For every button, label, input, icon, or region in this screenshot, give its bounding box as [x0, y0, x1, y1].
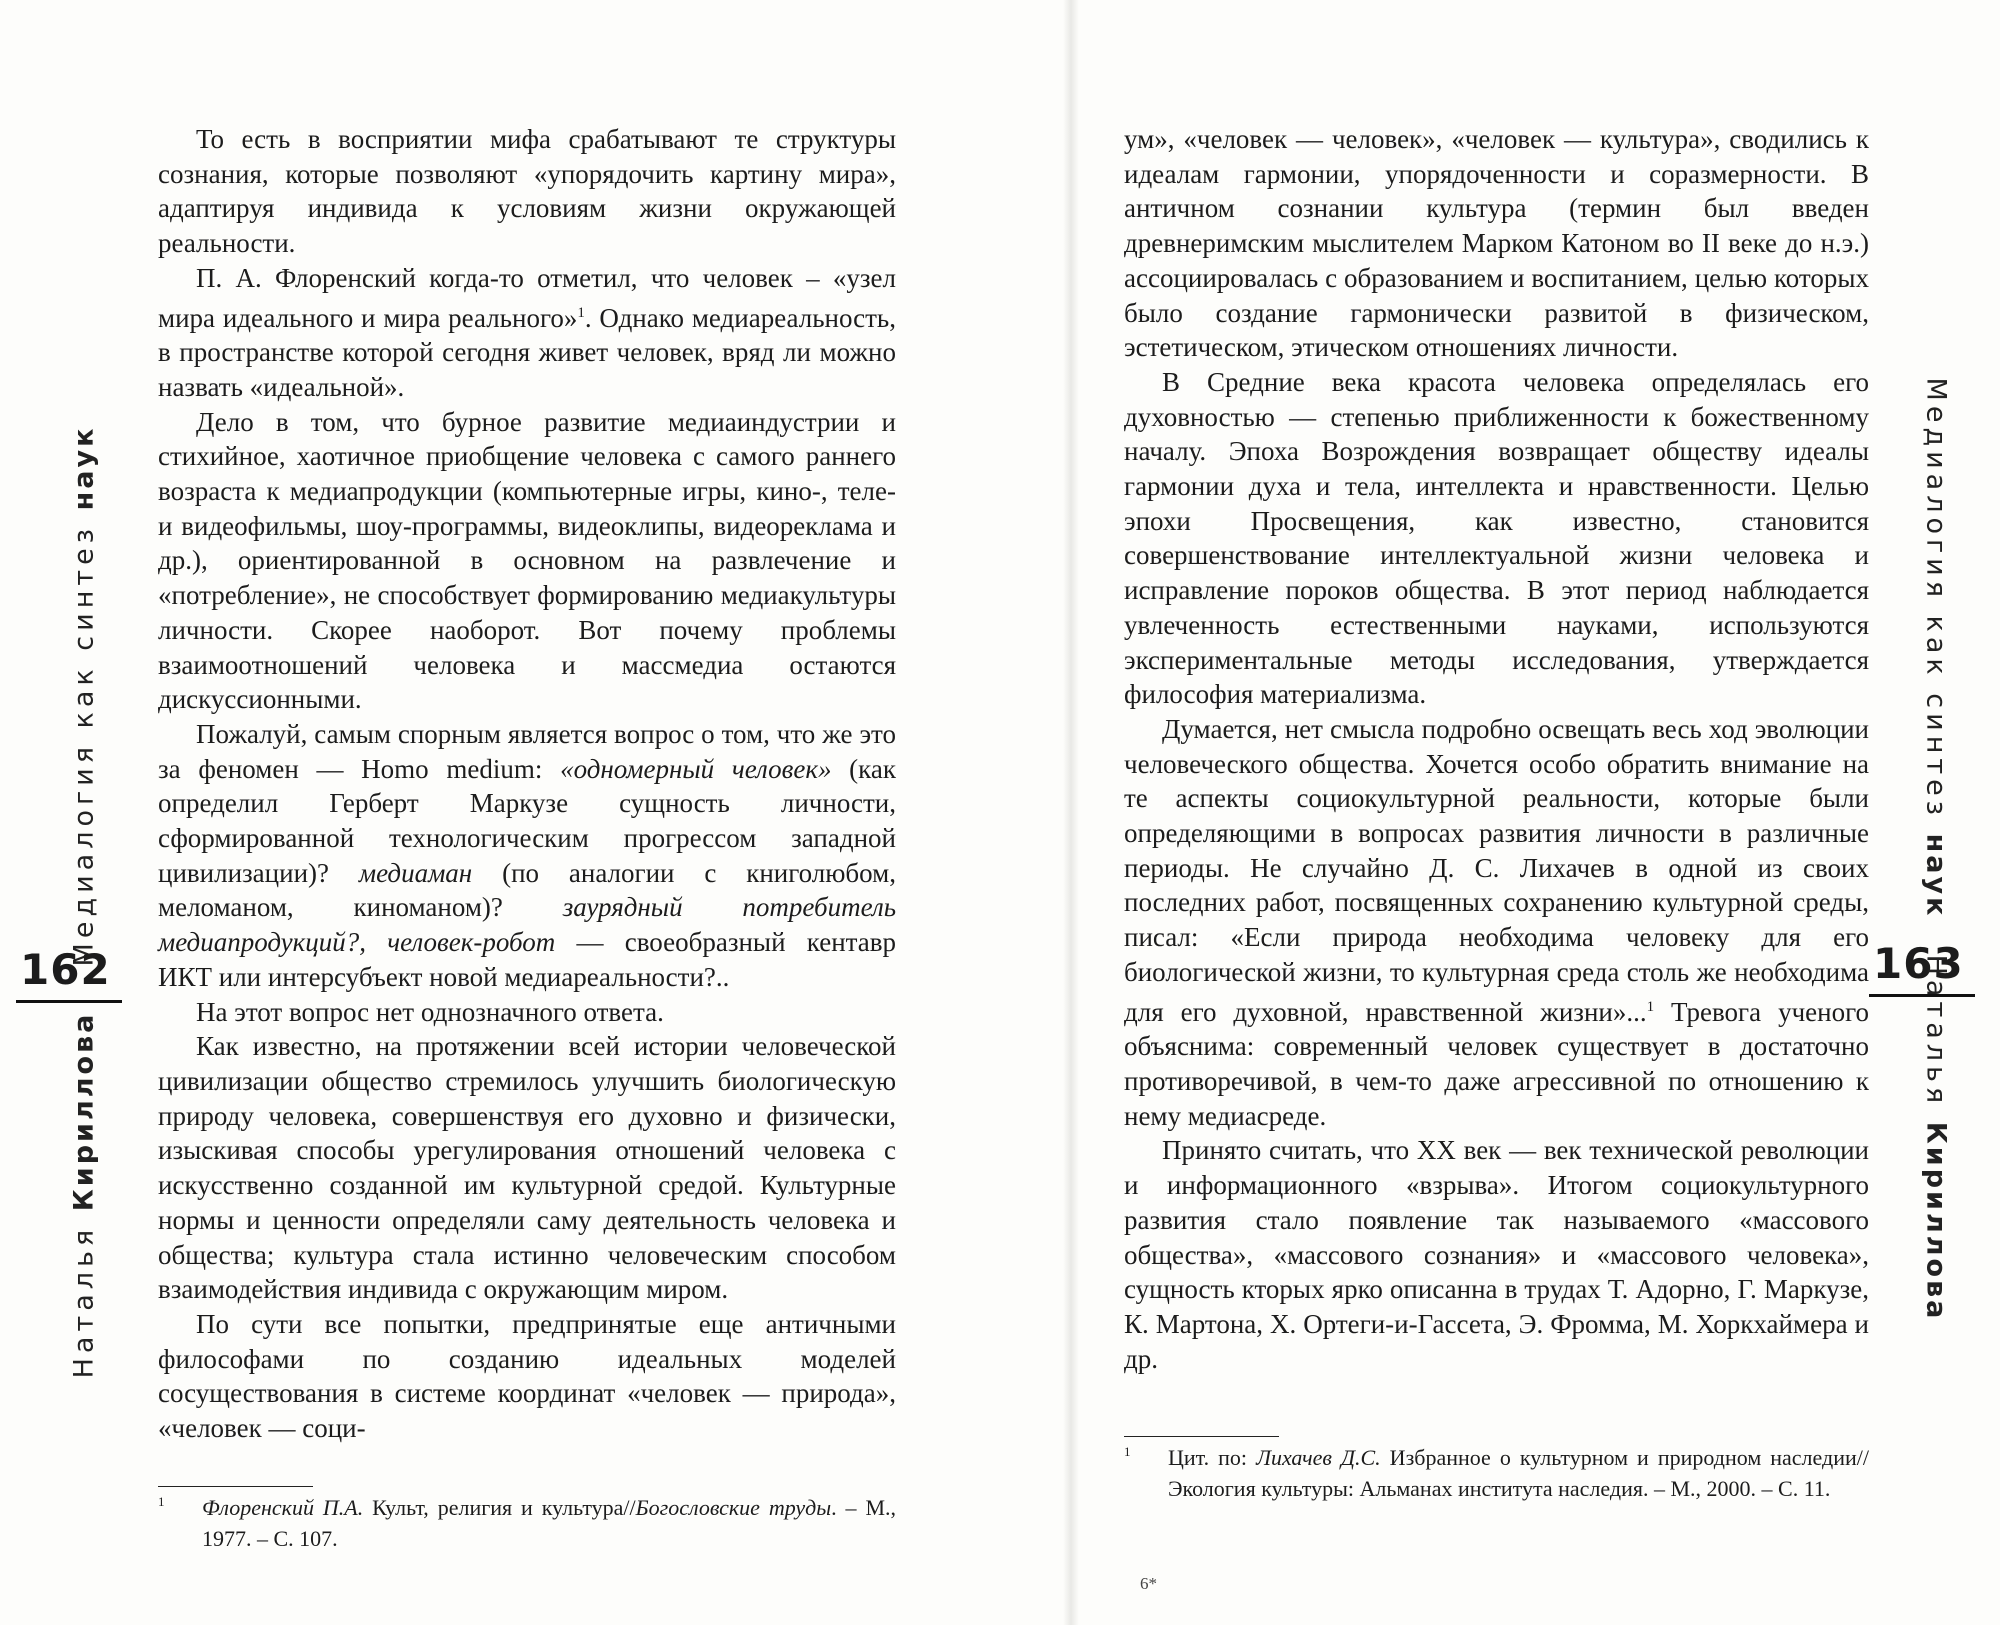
author-last-name: Кириллова: [68, 1011, 100, 1212]
running-title-bold: наук: [1920, 833, 1952, 919]
author-first-name: Наталья: [68, 1211, 100, 1379]
left-footnote-rule: [158, 1486, 313, 1487]
book-gutter: [1063, 0, 1079, 1625]
paragraph: Дело в том, что бурное развитие медиаиндустрии и стихийное, хаотичное приобщение человека с самого раннего возраста к медиапродукции (компьютерные игры, кино-, теле- и видеофильмы, шоу-программы, видеоклипы, видеореклама и др.), ориентированной в основном на развлечение и «потребление», не способствует формированию медиакультуры личности. Скорее наоборот. Вот почему проблемы взаимоотношений человека и массмедиа остаются дискуссионными.: [158, 406, 896, 715]
footnote-mark: 1: [1124, 1444, 1131, 1459]
footnote-text: Флоренский П.А. Культ, религия и культура//Богословские труды. – М., 1977. – С. 107.: [202, 1495, 897, 1551]
running-title-bold: наук: [68, 425, 100, 511]
author-first-name: Наталья: [1920, 954, 1952, 1122]
paragraph: В Средние века красота человека определялась его духовностью — степенью приближенности к божественному началу. Эпоха Возрождения возвращает обществу идеалы гармонии духа и тела, интеллекта и нравственности. Целью эпохи Просвещения, как известно, становится совершенствование интеллектуальной жизни человека и исправление пороков общества. В этот период наблюдается увлеченность естественными науками, используются экспериментальные методы исследования, утверждается философия материализма.: [1124, 366, 1869, 710]
paragraph: Как известно, на протяжении всей истории человеческой цивилизации общество стремилось улучшить биологическую природу человека, совершенствуя его духовно и физически, изыскивая способы урегулирования отношений человека с искусственно созданной им культурной средой. Культурные нормы и ценности определяли саму деятельность человека и общества; культура стала истинно человеческим способом взаимодействия индивида с окружающим миром.: [158, 1031, 896, 1305]
right-footnote-rule: [1124, 1436, 1279, 1437]
paragraph: На этот вопрос нет однозначного ответа.: [196, 996, 664, 1027]
paragraph: То есть в восприятии мифа срабатывают те структуры сознания, которые позволяют «упорядочить картину мира», адаптируя индивида к условиям жизни окружающей реальности.: [158, 124, 896, 259]
signature-marker: 6*: [1140, 1574, 1157, 1593]
author-last-name: Кириллова: [1920, 1121, 1952, 1322]
left-page-number-rule: [16, 1000, 122, 1003]
paragraph: Думается, нет смысла подробно освещать весь ход эволюции человеческого общества. Хочется особо обратить внимание на те аспекты социокультурной реальности, которые были определяющими в вопросах развития личности в различные периоды. Не случайно Д. С. Лихачев в одной из своих последних работ, посвященных сохранению культурной среды, писал: «Если природа необходима человеку для его биологической жизни, то культурная среда столь же необходима для его духовной, нравственной жизни»...$^1$ Тревога ученого объяснима: современный человек существует в достаточно противоречивой, в чем-то даже агрессивной по отношению к нему медиасреде.: [1124, 713, 1869, 1131]
left-running-author: [69, 1012, 100, 1379]
right-page: [1079, 0, 2000, 1625]
paragraph: П. А. Флоренский когда-то отметил, что человек – «узел мира идеального и мира реального»$^1$. Однако медиареальность, в пространстве которой сегодня живет человек, вряд ли можно назвать «идеальной».: [158, 262, 896, 402]
footnote-mark: 1: [158, 1494, 165, 1509]
right-footnote: [1124, 1442, 1869, 1504]
paragraph: Принято считать, что XX век — век технической революции и информационного «взрыва». Итогом социокультурного развития стало появление так называемого «массового общества», «массового сознания» и «массового человека», сущность кторых ярко описанна в трудах Т. Адорно, Г. Маркузе, К. Мартона, Х. Ортеги-и-Гассета, Э. Фромма, М. Хоркхаймера и др.: [1124, 1135, 1869, 1374]
left-body-text: [158, 122, 896, 1446]
paragraph: По сути все попытки, предпринятые еще античными философами по созданию идеальных моделей сосуществования в системе координат «человек — природа», «человек — соци-: [158, 1308, 896, 1444]
paragraph: ум», «человек — человек», «человек — культура», сводились к идеалам гармонии, упорядоченности и соразмерности. В античном сознании культура (термин был введен древнеримским мыслителем Марком Катоном во II веке до н.э.) ассоциировалась с образованием и воспитанием, целью которых было создание гармонически развитой в физическом, эстетическом, этическом отношениях личности.: [1124, 124, 1869, 363]
footnote-ref: 1: [577, 304, 585, 321]
paragraph: Пожалуй, самым спорным является вопрос о том, что же это за феномен — Homo medium: «одномерный человек» (как определил Герберт Маркузе сущность личности, сформированной технологическим прогрессом западной цивилизации)? медиаман (по аналогии с книголюбом, меломаном, киноманом)? заурядный потребитель медиапродукций?, человек-робот — своеобразный кентавр ИКТ или интерсубъект новой медиареальности?..: [158, 718, 897, 992]
right-running-author: [1921, 955, 1952, 1322]
running-title-light: Медиалогия как синтез: [68, 510, 100, 967]
running-title-light: Медиалогия как синтез: [1920, 377, 1952, 834]
footnote-text: Цит. по: Лихачев Д.С. Избранное о культурном и природном наследии//Экология культуры: Альманах института наследия. – М., 2000. – С. 11.: [1168, 1445, 1869, 1501]
left-running-title: [69, 426, 100, 967]
right-page-number: 163: [1873, 939, 1964, 988]
right-body-text: [1124, 122, 1869, 1376]
left-footnote: [158, 1492, 896, 1554]
right-running-title: [1921, 378, 1952, 919]
footnote-ref: 1: [1646, 998, 1655, 1015]
left-page-number: 162: [20, 945, 111, 994]
